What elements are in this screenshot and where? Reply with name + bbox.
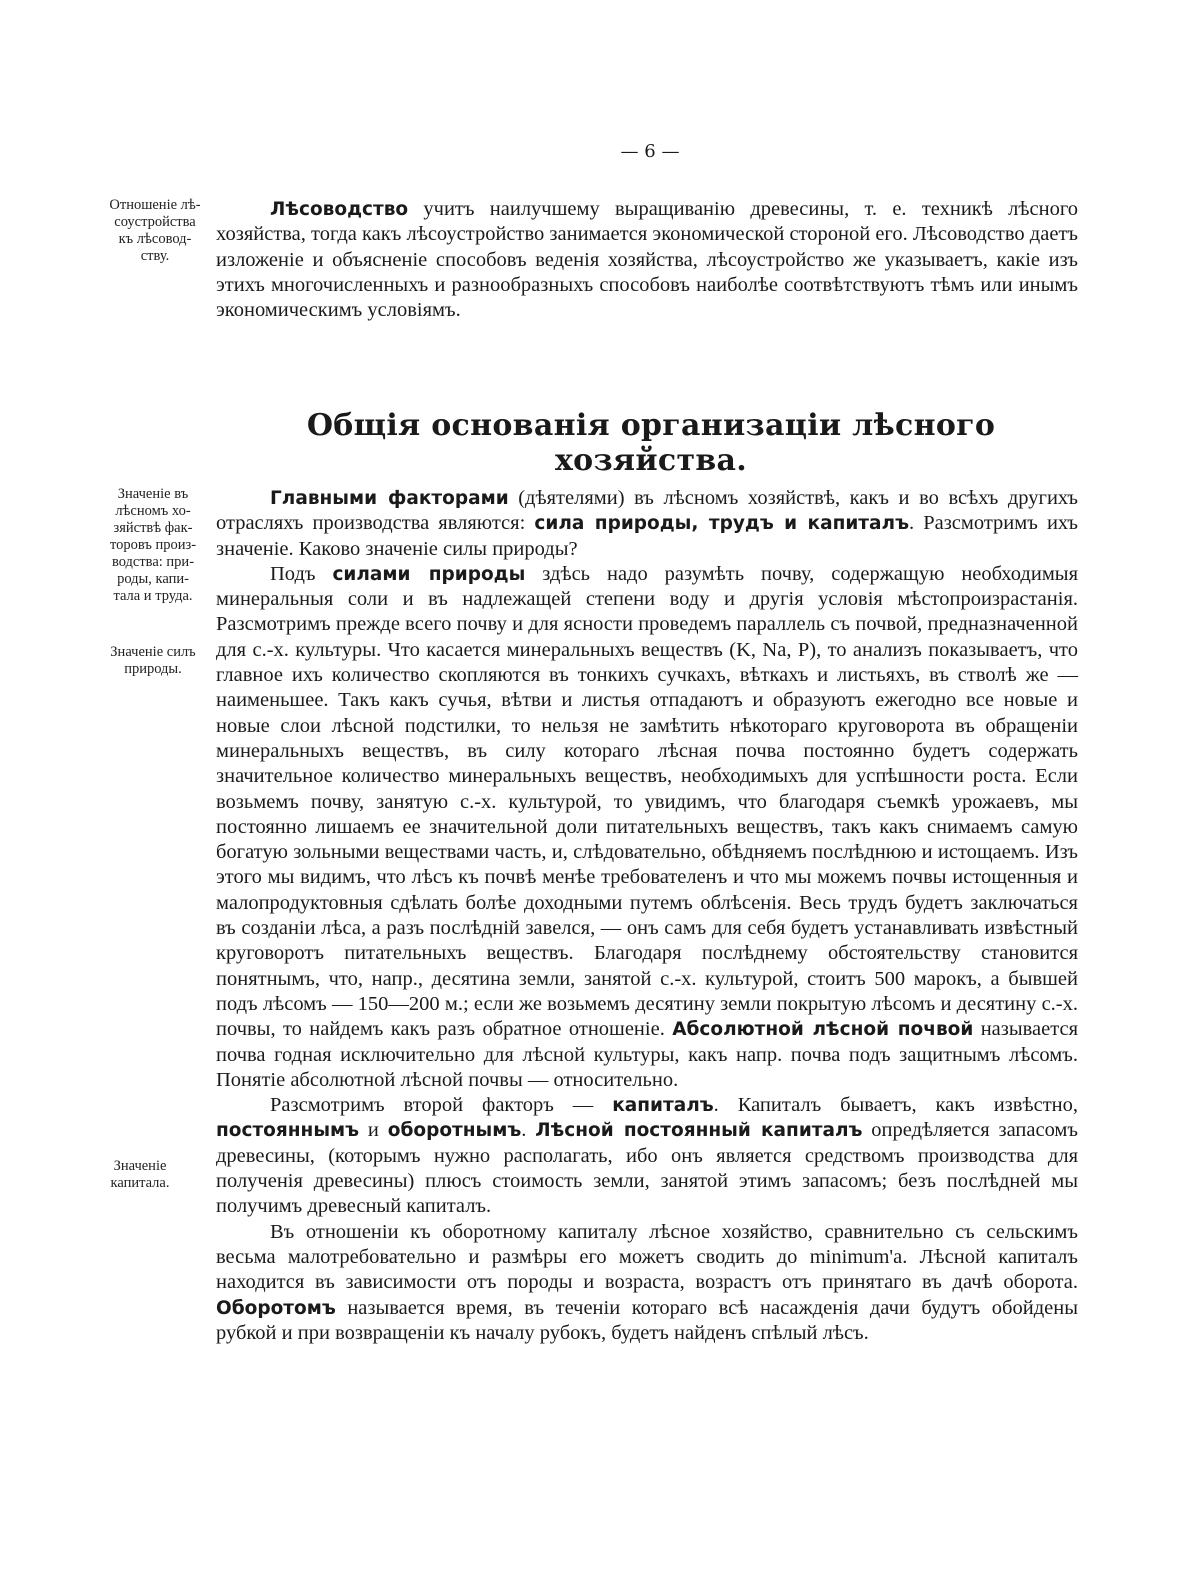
term-circulating: оборотнымъ — [387, 1120, 522, 1142]
text-span: (дѣятелями) въ лѣсномъ хозяйствѣ, какъ и во всѣхъ другихъ отрасляхъ производства являются: — [216, 487, 1078, 535]
sidenote-line: лѣсномъ хо- — [115, 503, 191, 519]
text-span: называется время, въ теченіи котораго всѣ насажденія дачи будутъ обойдены рубкой и при возвращеніи къ началу рубокъ, будетъ найденъ спѣлый лѣсъ. — [216, 1296, 1078, 1344]
text-span: Въ отношеніи къ оборотному капиталу лѣсное хозяйство, сравнительно съ сельскимъ весьма малотребовательно и размѣры его можетъ сводить до minimum'а. Лѣсной капиталъ находится въ зависимости отъ породы и возраста, возрастъ отъ принятаго въ дачѣ оборота. — [216, 1220, 1078, 1294]
sidenote-line: Значеніе въ — [117, 486, 189, 502]
text-span: здѣсь надо разумѣть почву, содержащую необходимыя минеральныя соли и въ надлежащей степени воду и другія условія мѣстопроизрастанія. Разсмотримъ прежде всего почву и для ясности проведемъ параллель съ почвой, предназначенной для с.-х. культуры. Что касается минеральныхъ веществъ (K, Na, P), то анализъ показываетъ, что главное ихъ количество скопляются въ тонкихъ сучкахъ, вѣткахъ и листьяхъ, въ стволѣ же — наименьшее. Такъ какъ сучья, вѣтви и листья отпадаютъ и образуютъ ежегодно все новые и новые слои лѣсной подстилки, то нельзя не замѣтить нѣкотораго круговорота въ обращеніи минеральныхъ веществъ, въ силу котораго лѣсная почва постоянно будетъ содержать значительное количество минеральныхъ веществъ, необходимыхъ для успѣшности роста. Если возьмемъ почву, занятую с.-х. культурой, то увидимъ, что благодаря съемкѣ урожаевъ, мы постоянно лишаемъ ее значительной доли питательныхъ веществъ, такъ какъ снимаемъ самую богатую зольными веществами часть, и, слѣдовательно, обѣдняемъ послѣднюю и истощаемъ. Изъ этого мы видимъ, что лѣсъ къ почвѣ менѣе требователенъ и что мы можемъ почвы истощенныя и малопродуктовныя сдѣлать болѣе доходными путемъ облѣсенія. Весь трудъ будетъ заключаться въ созданіи лѣса, а разъ послѣдній завелся, — онъ самъ для себя будетъ устанавливать извѣстный круговоротъ питательныхъ веществъ. Благодаря послѣднему обстоятельству становится понятнымъ, что, напр., десятина земли, занятой с.-х. культурой, стоитъ 500 марокъ, а бывшей подъ лѣсомъ — 150—200 м.; если же возьмемъ десятину земли покрытую лѣсомъ и десятину с.-х. почвы, то найдемъ какъ разъ обратное отношеніе. — [216, 562, 1078, 1041]
sidenote-factors — [98, 486, 208, 605]
term-absolute-forest-soil: Абсолютной лѣсной почвой — [672, 1019, 974, 1041]
text-span: Разсмотримъ второй факторъ — — [270, 1094, 613, 1117]
intro-paragraph — [216, 197, 1078, 323]
text-span: опредѣляется запасомъ древесины, (которымъ нужно располагать, ибо онъ является средствомъ производства для полученія древесины) плюсъ стоимость земли, занятой этимъ запасомъ; безъ послѣдней мы получимъ древесный капиталъ. — [216, 1119, 1079, 1218]
term-forces-of-nature: силами природы — [332, 563, 526, 585]
term-fixed: постояннымъ — [216, 1120, 360, 1142]
paragraph-factors — [216, 486, 1078, 562]
sidenote-line: Отношеніе лѣ- — [109, 197, 201, 213]
sidenote-line: тала и труда. — [113, 588, 193, 604]
text-span: Подъ — [270, 562, 333, 585]
paragraph-rotation — [216, 1220, 1078, 1346]
sidenote-line: къ лѣсовод- — [118, 231, 192, 247]
sidenote-line: Значеніе силъ — [110, 644, 196, 660]
text-span: . Разсмотримъ ихъ значеніе. Каково значеніе силы природы? — [216, 512, 1078, 560]
page-number: — 6 — — [620, 141, 680, 162]
text-span: . — [521, 1119, 536, 1142]
sidenote-line: капитала. — [110, 1175, 170, 1191]
term-forces: сила природы, трудъ и капиталъ — [534, 513, 909, 535]
section-heading: Общія основанія организаціи лѣсного хозяйства. — [306, 408, 996, 478]
intro-text: учитъ наилучшему выращиванію древесины, т. е. техникѣ лѣсного хозяйства, тогда какъ лѣсоустройство занимается экономической стороной его. Лѣсоводство даетъ изложеніе и объясненіе способовъ веденія хозяйства, лѣсоустройство же указываетъ, какіе изъ этихъ многочисленныхъ и разнообразныхъ способовъ наиболѣе соотвѣтствуютъ тѣмъ или инымъ экономическимъ условіямъ. — [216, 198, 1078, 322]
sidenote-line: роды, капи- — [117, 571, 189, 587]
body-text — [216, 486, 1078, 1346]
text-span: и — [359, 1119, 388, 1142]
paragraph-capital — [216, 1093, 1078, 1219]
sidenote-line: ству. — [140, 248, 170, 264]
sidenote-line: водства: при- — [111, 554, 195, 570]
text-span: . Капиталъ бываетъ, какъ извѣстно, — [713, 1094, 1078, 1117]
sidenote-line: зяйствѣ фак- — [113, 520, 193, 536]
term-rotation: Оборотомъ — [216, 1297, 336, 1319]
sidenote-line: природы. — [124, 661, 182, 677]
sidenote-capital — [85, 1158, 195, 1192]
term-capital: капиталъ — [612, 1095, 714, 1117]
term-main-factors: Главными факторами — [270, 488, 509, 509]
sidenote-line: Значеніе — [113, 1158, 167, 1174]
sidenote-line: соустройства — [114, 214, 196, 230]
term-lesovodstvo: Лѣсоводство — [270, 199, 409, 220]
text-span: называется почва годная исключительно для лѣсной культуры, какъ напр. почва подъ защитнымъ лѣсомъ. Понятіе абсолютной лѣсной почвы — относительно. — [216, 1018, 1078, 1091]
term-forest-fixed-capital: Лѣсной постоянный капиталъ — [535, 1120, 863, 1142]
paragraph-nature — [216, 562, 1078, 1093]
sidenote-nature — [98, 644, 208, 678]
sidenote-line: торовъ произ- — [109, 537, 197, 553]
sidenote-relation — [100, 197, 210, 265]
